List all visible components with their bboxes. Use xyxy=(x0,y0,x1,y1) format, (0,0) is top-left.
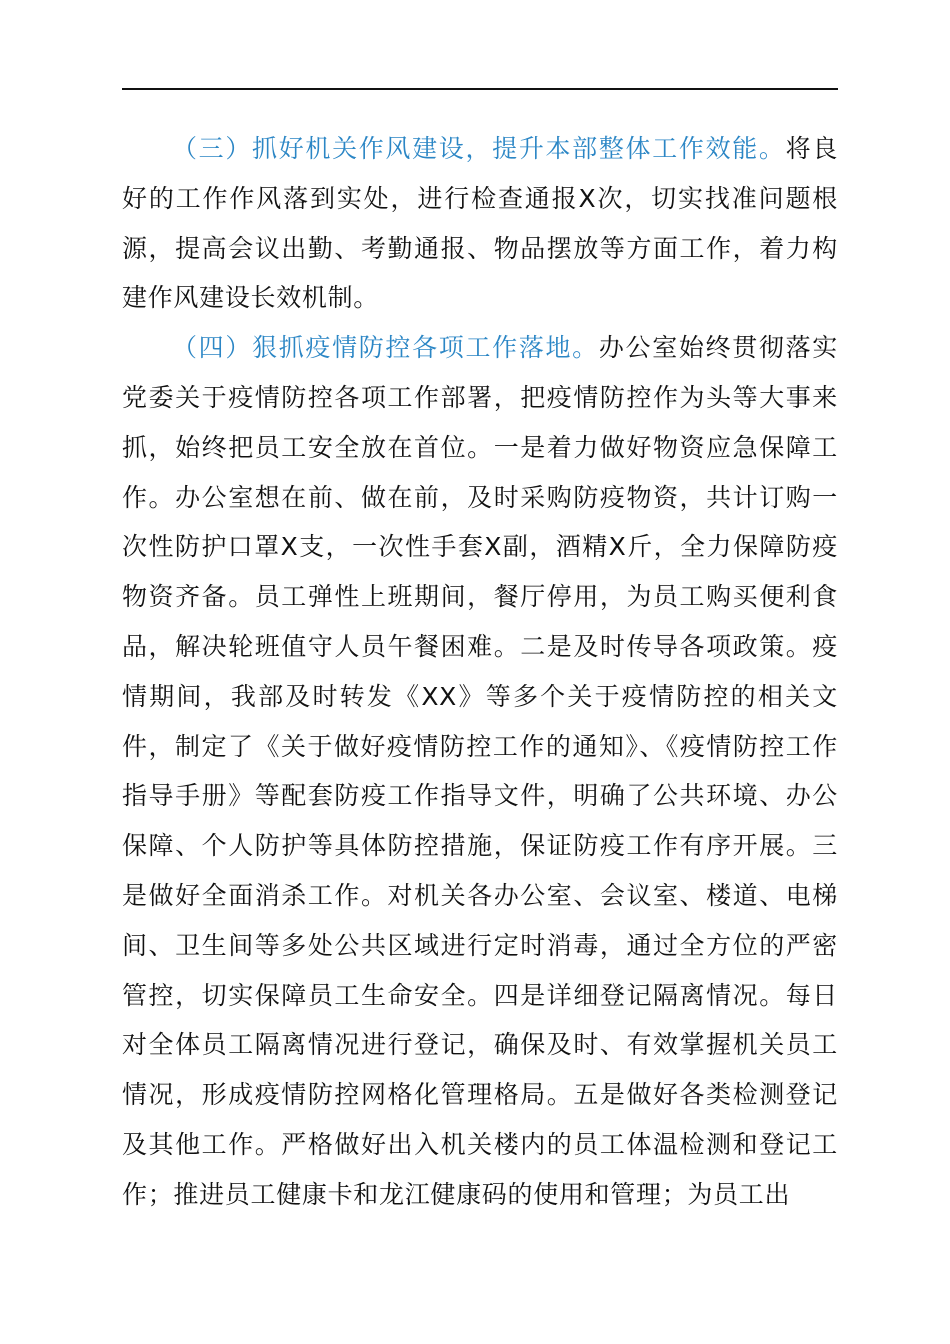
document-body xyxy=(122,124,838,1220)
section-three-body: 将良好的工作作风落到实处，进行检查通报X次，切实找准问题根源，提高会议出勤、考勤通报、物品摆放等方面工作，着力构建作风建设长效机制。 xyxy=(122,134,838,313)
section-four-paragraph xyxy=(122,323,838,1219)
section-three-heading: （三）抓好机关作风建设，提升本部整体工作效能。 xyxy=(172,134,786,163)
section-four-heading: （四）狠抓疫情防控各项工作落地。 xyxy=(172,333,599,363)
section-three-paragraph xyxy=(122,124,838,323)
section-four-body: 办公室始终贯彻落实党委关于疫情防控各项工作部署，把疫情防控作为头等大事来抓，始终把员工安全放在首位。一是着力做好物资应急保障工作。办公室想在前、做在前，及时采购防疫物资，共计订购一次性防护口罩X支，一次性手套X副，酒精X斤，全力保障防疫物资齐备。员工弹性上班期间，餐厅停用，为员工购买便利食品，解决轮班值守人员午餐困难。二是及时传导各项政策。疫情期间，我部及时转发《XX》等多个关于疫情防控的相关文件，制定了《关于做好疫情防控工作的通知》、《疫情防控工作指导手册》等配套防疫工作指导文件，明确了公共环境、办公保障、个人防护等具体防控措施，保证防疫工作有序开展。三是做好全面消杀工作。对机关各办公室、会议室、楼道、电梯间、卫生间等多处公共区域进行定时消毒，通过全方位的严密管控，切实保障员工生命安全。四是详细登记隔离情况。每日对全体员工隔离情况进行登记，确保及时、有效掌握机关员工情况，形成疫情防控网格化管理格局。五是做好各类检测登记及其他工作。严格做好出入机关楼内的员工体温检测和登记工作；推进员工健康卡和龙江健康码的使用和管理；为员工出 xyxy=(122,333,838,1209)
header-rule xyxy=(122,88,838,90)
